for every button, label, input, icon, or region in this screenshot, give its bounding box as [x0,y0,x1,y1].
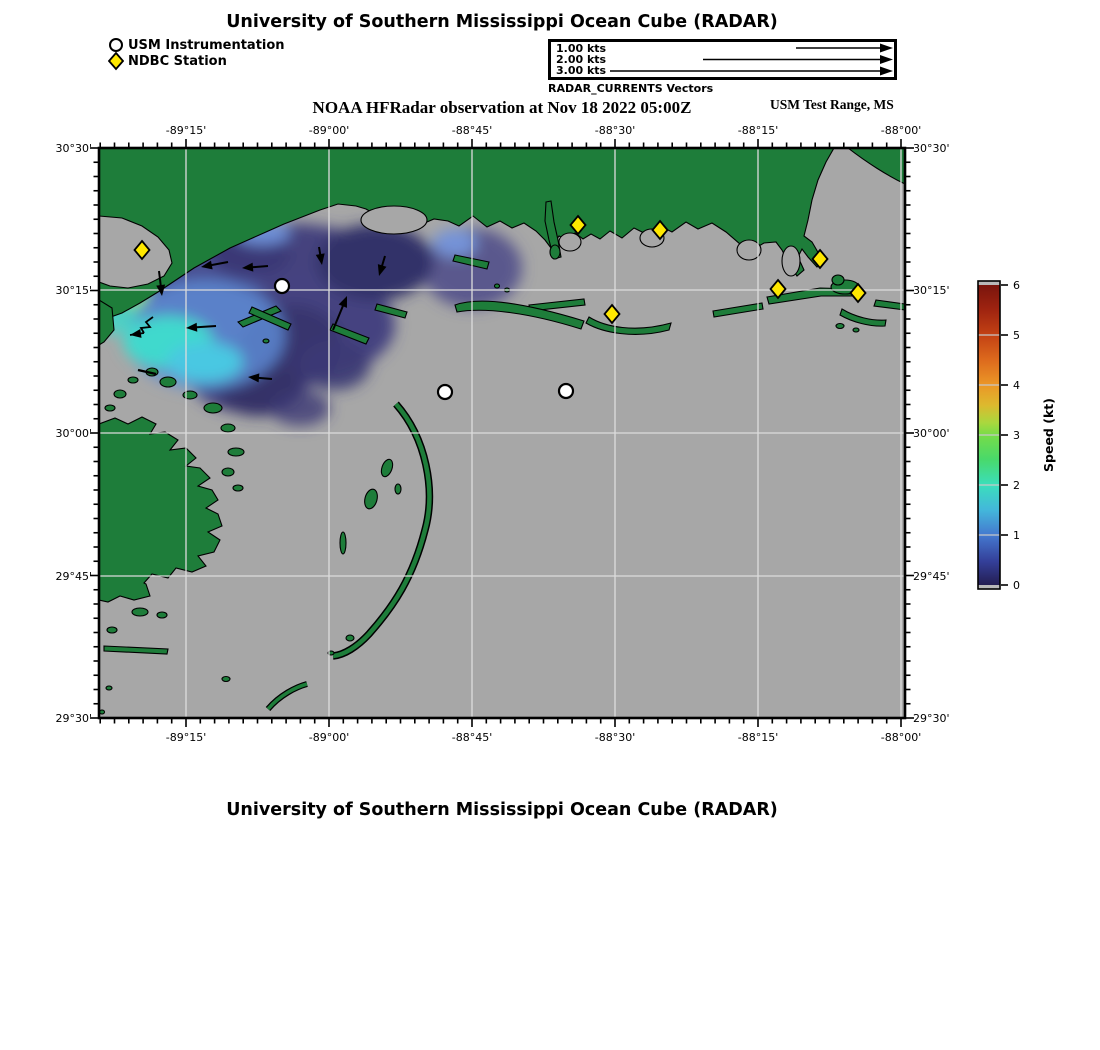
speed-colorbar [978,279,1056,592]
lat-label-left: 29°45' [55,570,92,583]
colorbar-tick-label: 4 [1013,379,1020,392]
lat-label-right: 30°00' [913,427,950,440]
lon-label-bottom: -88°30' [594,731,636,744]
scale-row-1-label: 1.00 kts [556,42,607,55]
usm-instrumentation-marker [438,385,452,399]
lon-label-bottom: -88°45' [451,731,493,744]
colorbar-title: Speed (kt) [1041,398,1056,472]
lon-label-top: -89°15' [165,124,207,137]
lon-label-top: -88°45' [451,124,493,137]
usm-instrumentation-marker [559,384,573,398]
lat-label-left: 30°15' [55,284,92,297]
colorbar-tick-label: 6 [1013,279,1020,292]
test-range-label: USM Test Range, MS [770,97,894,112]
bay-1 [559,233,581,251]
bottom-title: University of Southern Mississippi Ocean Cube (RADAR) [226,800,778,820]
observation-subtitle: NOAA HFRadar observation at Nov 18 2022 05:00Z [312,98,692,117]
lon-label-bottom: -89°15' [165,731,207,744]
scale-row-2-label: 2.00 kts [556,53,607,66]
colorbar-tick-label: 2 [1013,479,1020,492]
lat-label-right: 30°30' [913,142,950,155]
lon-label-bottom: -88°00' [880,731,922,744]
colorbar-tick-label: 5 [1013,329,1020,342]
lat-label-right: 30°15' [913,284,950,297]
page-title: University of Southern Mississippi Ocean Cube (RADAR) [226,12,778,32]
scale-row-3-label: 3.00 kts [556,64,607,77]
lon-label-top: -88°00' [880,124,922,137]
bay-4 [782,246,800,276]
legend-usm-label: USM Instrumentation [128,38,285,53]
usm-instrumentation-marker [275,279,289,293]
lon-label-bottom: -89°00' [308,731,350,744]
colorbar-tick-label: 1 [1013,529,1020,542]
lat-label-left: 29°30' [55,712,92,725]
colorbar-tick-label: 0 [1013,579,1020,592]
lat-label-right: 29°30' [913,712,950,725]
lon-label-top: -88°30' [594,124,636,137]
legend-ndbc-label: NDBC Station [128,54,227,69]
colorbar-tick-label: 3 [1013,429,1020,442]
lat-label-left: 30°00' [55,427,92,440]
lat-label-right: 29°45' [913,570,950,583]
lon-label-top: -89°00' [308,124,350,137]
scale-caption: RADAR_CURRENTS Vectors [548,82,714,95]
lat-label-left: 30°30' [55,142,92,155]
lon-label-top: -88°15' [737,124,779,137]
lagoon [361,206,427,234]
lon-label-bottom: -88°15' [737,731,779,744]
